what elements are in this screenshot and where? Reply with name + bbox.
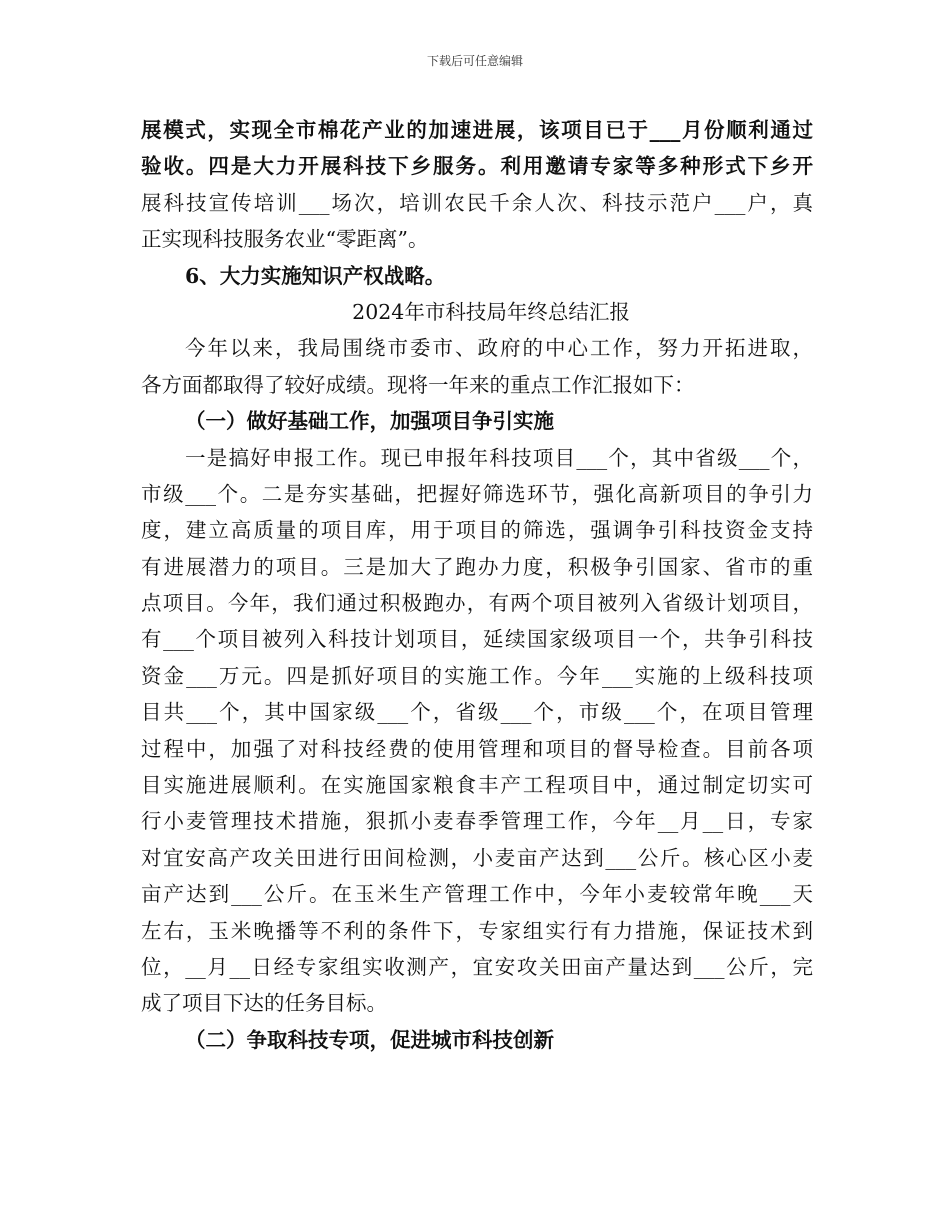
text-line: 亩产达到___公斤。在玉米生产管理工作中，今年小麦较常年晚___天 [141, 882, 813, 907]
section-heading: （二）争取科技专项，促进城市科技创新 [185, 1027, 554, 1052]
text-line: 资金___万元。四是抓好项目的实施工作。今年___实施的上级科技项 [141, 663, 813, 688]
text-line: 行小麦管理技术措施，狠抓小麦春季管理工作，今年__月__日，专家 [141, 809, 813, 834]
text-line: 有___个项目被列入科技计划项目，延续国家级项目一个，共争引科技 [141, 627, 813, 652]
section-heading: 6、大力实施知识产权战略。 [185, 263, 446, 288]
text-line: 目共___个，其中国家级___个，省级___个，市级___个，在项目管理 [141, 700, 813, 725]
section-heading: （一）做好基础工作，加强项目争引实施 [185, 409, 554, 434]
text-line: 今年以来，我局围绕市委市、政府的中心工作，努力开拓进取， [185, 336, 813, 361]
text-line: 市级___个。二是夯实基础，把握好筛选环节，强化高新项目的争引力 [141, 481, 813, 506]
text-line: 验收。四是大力开展科技下乡服务。利用邀请专家等多种形式下乡开 [141, 154, 813, 179]
text-line: 点项目。今年，我们通过积极跑办，有两个项目被列入省级计划项目， [141, 591, 813, 616]
document-body [141, 112, 813, 1058]
text-line: 各方面都取得了较好成绩。现将一年来的重点工作汇报如下： [141, 372, 695, 397]
text-line: 成了项目下达的任务目标。 [141, 991, 387, 1016]
text-line: 有进展潜力的项目。三是加大了跑办力度，积极争引国家、省市的重 [141, 554, 813, 579]
text-line: 展模式，实现全市棉花产业的加速进展，该项目已于___月份顺利通过 [141, 118, 813, 142]
text-line: 左右，玉米晚播等不利的条件下，专家组实行有力措施，保证技术到 [141, 918, 813, 943]
text-line: 位，__月__日经专家组实收测产，宜安攻关田亩产量达到___公斤，完 [141, 954, 813, 979]
text-line: 正实现科技服务农业“零距离”。 [141, 227, 429, 252]
text-line: 目实施进展顺利。在实施国家粮食丰产工程项目中，通过制定切实可 [141, 773, 813, 798]
text-line: 度，建立高质量的项目库，用于项目的筛选，强调争引科技资金支持 [141, 518, 813, 543]
text-line: 对宜安高产攻关田进行田间检测，小麦亩产达到___公斤。核心区小麦 [141, 845, 813, 870]
text-line: 过程中，加强了对科技经费的使用管理和项目的督导检查。目前各项 [141, 736, 813, 761]
page-header: 下载后可任意编辑 [426, 54, 523, 68]
text-line: 一是搞好申报工作。现已申报年科技项目___个，其中省级___个， [185, 445, 813, 470]
document-title: 2024年市科技局年终总结汇报 [352, 299, 630, 324]
text-line: 展科技宣传培训___场次，培训农民千余人次、科技示范户___户，真 [141, 190, 813, 215]
